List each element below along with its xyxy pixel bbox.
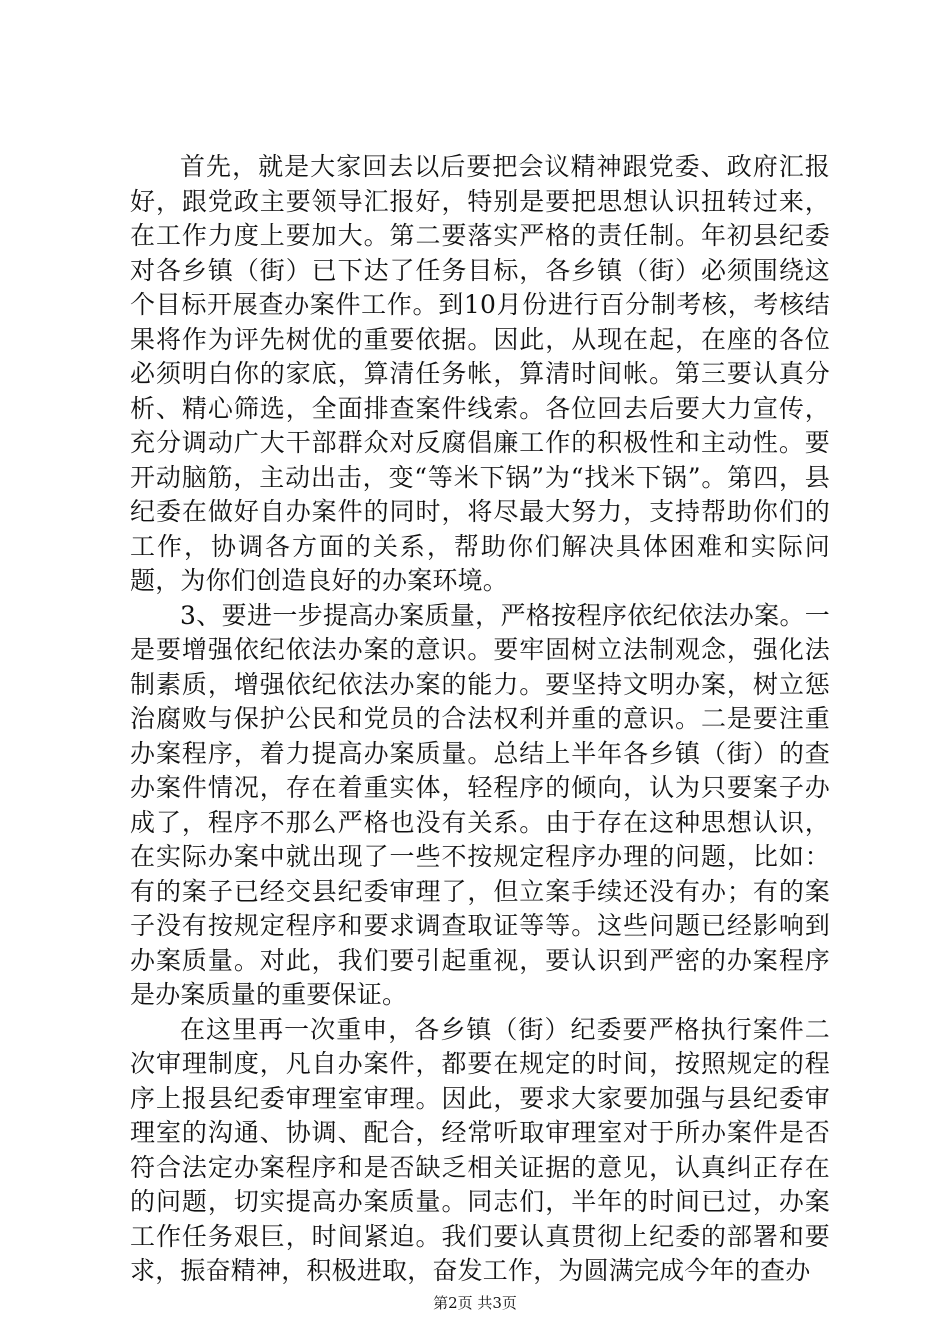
paragraph-2: 3、要进一步提高办案质量，严格按程序依纪依法办案。一是要增强依纪依法办案的意识。要牢固树立法制观念，强化法制素质，增强依纪依法办案的能力。要坚持文明办案，树立惩治腐败与保护公民和党员的合法权利并重的意识。二是要注重办案程序，着力提高办案质量。总结上半年各乡镇（街）的查办案件情况，存在着重实体，轻程序的倾向，认为只要案子办成了，程序不那么严格也没有关系。由于存在这种思想认识，在实际办案中就出现了一些不按规定程序办理的问题，比如：有的案子已经交县纪委审理了，但立案手续还没有办；有的案子没有按规定程序和要求调查取证等等。这些问题已经影响到办案质量。对此，我们要引起重视，要认识到严密的办案程序是办案质量的重要保证。 bbox=[130, 600, 830, 1009]
paragraph-3: 在这里再一次重申，各乡镇（街）纪委要严格执行案件二次审理制度，凡自办案件，都要在规定的时间，按照规定的程序上报县纪委审理室审理。因此，要求大家要加强与县纪委审理室的沟通、协调、配合，经常听取审理室对于所办案件是否符合法定办案程序和是否缺乏相关证据的意见，认真纠正存在的问题，切实提高办案质量。同志们，半年的时间已过，办案工作任务艰巨，时间紧迫。我们要认真贯彻上纪委的部署和要求，振奋精神，积极进取，奋发工作，为圆满完成今年的查办 bbox=[130, 1014, 830, 1285]
page-number-label: 第2页 共3页 bbox=[433, 1294, 517, 1312]
document-body bbox=[130, 150, 830, 1289]
paragraph-1: 首先，就是大家回去以后要把会议精神跟党委、政府汇报好，跟党政主要领导汇报好，特别是要把思想认识扭转过来，在工作力度上要加大。第二要落实严格的责任制。年初县纪委对各乡镇（街）已下达了任务目标，各乡镇（街）必须围绕这个目标开展查办案件工作。到10月份进行百分制考核，考核结果将作为评先树优的重要依据。因此，从现在起，在座的各位必须明白你的家底，算清任务帐，算清时间帐。第三要认真分析、精心筛选，全面排查案件线索。各位回去后要大力宣传，充分调动广大干部群众对反腐倡廉工作的积极性和主动性。要开动脑筋，主动出击，变“等米下锅”为“找米下锅”。第四，县纪委在做好自办案件的同时，将尽最大努力，支持帮助你们的工作，协调各方面的关系，帮助你们解决具体困难和实际问题，为你们创造良好的办案环境。 bbox=[130, 152, 830, 595]
page-footer bbox=[0, 1293, 950, 1313]
